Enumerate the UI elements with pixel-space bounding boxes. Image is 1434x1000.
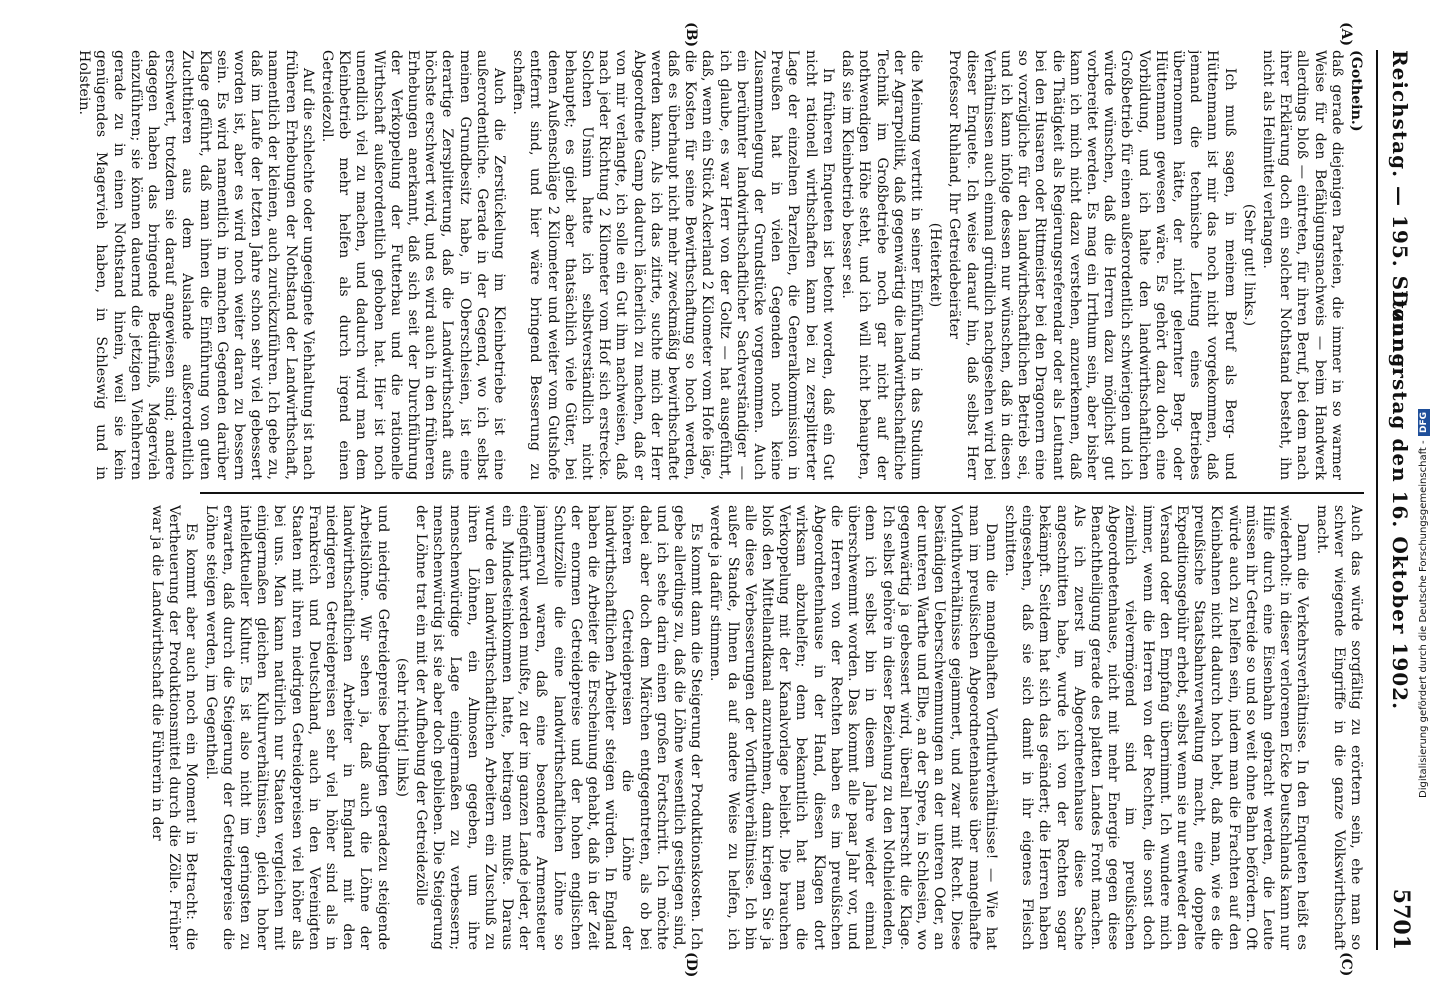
header-left: Reichstag. — 195. Sitzung. bbox=[1388, 50, 1412, 377]
credit-text: Digitalisierung gefördert durch die Deutsche Forschungsgemeinschaft - bbox=[1418, 440, 1429, 798]
page-header bbox=[1376, 50, 1418, 950]
interjection: (sehr richtig! links) bbox=[393, 657, 410, 798]
paragraph: Ich muß sagen, in meinem Beruf als Berg- und Hüttenmann ist mir das noch nicht vorgekommen, daß jemand die technische Leitung eines Betriebes übernommen hätte, der nicht gelernter Berg- oder Hüttenmann gewesen wäre. Es gehört dazu doch eine Vorbildung, und ich halte den landwirthschaftlichen Großbetrieb für einen außerordentlich schwierigen und ich würde wünschen, daß die Herren dazu möglichst gut vorbereitet werden. Es mag ein Irrthum sein, aber bisher kann ich mich nicht dazu verstehen, anzuerkennen, daß die Thätigkeit als Regierungsreferendar oder als Leutnant bei den Husaren oder Rittmeister bei den Dragonern eine so vorzügliche für den landwirthschaftlichen Betrieb sei, und ich kann infolge dessen nur wünschen, daß in diesen Verhältnissen auch einmal gründlich nachgesehen wird bei dieser Enquete. Ich weise darauf hin, daß selbst Herr Professor Ruhland, Ihr Getreidebeiräter bbox=[946, 50, 1238, 480]
margin-mark-c: (C) bbox=[1338, 952, 1354, 977]
text-columns bbox=[20, 50, 1364, 950]
interjection: (Sehr gut! links.) bbox=[1240, 203, 1257, 327]
paragraph: Es kommt dann die Steigerung der Produktionskosten. Ich gebe allerdings zu, daß die Löhne wesentlich gestiegen sind, und ich sehe darin einen großen Fortschritt. Ich möchte dabei aber doch dem Märchen entgegentreten, als ob bei höheren Getreidepreisen die Löhne der landwirthschaftlichen Arbeiter steigen würden. In England haben die Arbeiter die Erscheinung gehabt, daß in der Zeit der enormen Getreidepreise und der hohen englischen Schutzzölle die eine landwirthschaftlichen Löhne so jammervoll waren, daß eine besondere Armensteuer eingeführt werden mußte, zu der im ganzen Lande jeder, der ein Mindesteinkommen hatte, beitragen mußte. Daraus wurde den landwirthschaftlichen Arbeitern ein Zuschuß zu ihren Löhnen, ein Almosen gegeben, um ihre menschenwürdige Lage einigermaßen zu verbessern; menschenwürdig ist sie aber doch geblieben. Die Steigerung der Löhne trat ein mit der Aufhebung der Getreidezölle bbox=[413, 505, 705, 950]
paragraph: Es kommt aber auch noch ein Moment in Betracht: die Vertheuerung der Produktionsmittel durch die Zölle. Früher war ja die Landwirthschaft die Führerin in der bbox=[148, 505, 200, 950]
margin-mark-a: (A) bbox=[1338, 22, 1354, 47]
header-date: Donnerstag den 16. Oktober 1902. bbox=[1388, 289, 1412, 711]
paragraph: Dann die mangelhaften Vorfluthverhältnisse! — Wie hat man im preußischen Abgeordnetenhause über mangelhafte Vorfluthverhältnisse gejammert, und zwar mit Recht. Diese beständigen Ueberschwemmungen an der unteren Oder, an der unteren Warthe und Elbe, an der Spree, in Schlesien, wo gegenwärtig ja gebessert wird, überall herrscht die Klage. Ich selbst gehöre in dieser Beziehung zu den Nothleidenden, denn ich selbst bin in diesem Jahre wieder einmal überschwemmt worden. Das kommt alle paar Jahr vor, und die Herren von der Rechten haben es im preußischen Abgeordnetenhause in der Hand, diesen Klagen dort wirksam abzuhelfen; denn bekanntlich hat man die Verkoppelung mit der Kanalvorlage beliebt. Die brauchen bloß den Mittellandkanal anzunehmen, dann kriegen Sie ja alle diese Verbesserungen der Vorfluthverhältnisse. Ich bin außer Stande, Ihnen da auf andere Weise zu helfen, ich werde ja dafür stimmen. bbox=[707, 505, 999, 950]
right-column bbox=[20, 505, 1364, 950]
paragraph: daß gerade diejenigen Parteien, die immer in so warmer Weise für den Befähigungsnachweis — beim Handwerk allerdings bloß — eintreten, für ihren Beruf, bei dem nach ihrer Erklärung doch ein solcher Nothstand besteht, ihn nicht als Heilmittel verlangen. bbox=[1259, 50, 1345, 480]
speaker-label: (Gothein.) bbox=[1348, 50, 1364, 132]
paragraph: Auf die schlechte oder ungeeignete Viehhaltung ist nach früheren Erhebungen der Nothstand der Landwirthschaft, namentlich der kleinen, auch zurückzuführen. Ich gebe zu, daß im Laufe der letzten Jahre schon sehr viel gebessert worden ist, aber es wird noch weiter daran zu bessern sein. Es wird namentlich in manchen Gegenden darüber Klage geführt, daß man ihnen die Einführung von guten Zuchtthieren aus dem Auslande außerordentlich erschwert, trotzdem sie darauf angewiesen sind; andere dagegen haben das bringende Bedürfniß, Magervieh einzuführen; sie können dauernd die jetzigen Viehherren gerade zu in einen Nothstand hinein, weil sie kein genügendes Magervieh haben, in Schleswig und in Holstein. bbox=[76, 50, 316, 480]
credit-strip bbox=[1416, 8, 1434, 988]
paragraph: Auch die Zerstückelung im Kleinbetriebe ist eine außerordentliche. Gerade in der Gegend, wo ich selbst meinen Grundbesitz habe, in Oberschlesien, ist eine derartige Zersplitterung, daß die Landwirthschaft aufs höchste erschwert wird, und es wird auch in den früheren Erhebungen anerkannt, daß sich seit der Durchführung der Verkoppelung der Futterbau und die rationelle Wirthschaft außerordentlich gehoben hat. Hier ist noch unendlich viel zu machen, und dadurch wird man dem Kleinbetrieb mehr helfen als durch irgend einen Getreidezoll. bbox=[319, 50, 508, 480]
column-divider bbox=[200, 492, 1364, 494]
dfg-logo: DFG bbox=[1418, 409, 1430, 436]
paragraph: In früheren Enqueten ist betont worden, daß ein Gut nicht rationell wirthschaften kann bei zu zersplitterter Lage der einzelnen Parzellen, die Generalkommission in Preußen hat in vielen Gegenden noch keine Zusammenlegung der Grundstücke vorgenommen. Auch ein berühmter landwirthschaftlicher Sachverständiger — ich glaube, es war Herr von der Goltz — hat ausgeführt, daß, wenn ein Stück Ackerland 2 Kilometer vom Hofe läge, die Kosten für seine Bewirthschaftung so hoch werden, daß es überhaupt nicht mehr zweckmäßig bewirthschaftet werden kann. Als ich das zitirte, suchte mich der Herr Abgeordnete Gamp dadurch lächerlich zu machen, daß er von mir verlangte, ich solle ein Gut ihm nachweisen, daß nach jeder Richtung 2 Kilometer vom Hof sich erstrecke. Solchen Unsinn hatte ich selbstverständlich nicht behauptet; es giebt aber thatsächlich viele Güter, bei denen Außenschläge 2 Kilometer und weiter vom Gutshofe entfernt sind, und hier wäre bringend Besserung zu schaffen. bbox=[510, 50, 836, 480]
paragraph: Dann die Verkehrsverhältnisse. In den Enqueten heißt es wiederholt: in dieser verlorenen Ecke Deutschlands kann nur Hilfe durch eine Eisenbahn gebracht werden, die Leute müssen ihr Getreide so und so weit ohne Bahn befördern. Oft würde auch zu helfen sein, indem man die Frachten auf den Kleinbahnen nicht dadurch hoch hebt, daß man, wie es die preußische Staatsbahnverwaltung macht, eine doppelte Expeditionsgebühr erhebt, selbst wenn sie nur entweder den Versand oder den Empfang übernimmt. Ich wundere mich immer, wenn die Herren von der Rechten, die sonst doch ziemlich vielvermögend sind im preußischen Abgeordnetenhause, nicht mit mehr Energie gegen diese Benachtheiligung gerade des platten Landes Front machen. Als ich zuerst im Abgeordnetenhause diese Sache angeschnitten habe, wurde ich von der Rechten sogar bekämpft. Seitdem hat sich das geändert; die Herren haben eingesehen, daß sie sich damit in ihr eigenes Fleisch schnitten. bbox=[1001, 505, 1311, 950]
left-column bbox=[20, 50, 1364, 480]
margin-mark-d: (D) bbox=[683, 952, 699, 978]
paragraph: und niedrige Getreidepreise bedingten geradezu steigende Arbeitslöhne. Wir sehen ja, daß auch die Löhne der landwirthschaftlichen Arbeiter in England mit den niedrigeren Getreidepreisen sehr viel höher sind als in Frankreich und Deutschland, auch in den Vereinigten Staaten mit ihren niedrigen Getreidepreisen viel höher als bei uns. Man kann natürlich nur Staaten vergleichen mit einigermaßen gleichen Kulturverhältnissen, gleich hoher intellektueller Kultur. Es ist also nicht im geringsten zu erwarten, daß durch die Steigerung der Getreidepreise die Löhne steigen werden, im Gegentheil. bbox=[202, 505, 391, 950]
paragraph: die Meinung vertritt in seiner Einführung in das Studium der Agrarpolitik, daß gegenwärtig die landwirthschaftliche Technik im Großbetriebe noch gar nicht auf der nothwendigen Höhe steht, und ich will nicht behaupten, daß sie im Kleinbetrieb besser sei. bbox=[839, 50, 924, 480]
paragraph: Auch das würde sorgfältig zu erörtern sein, ehe man so schwer wiegende Eingriffe in die ganze Volkswirthschaft macht. bbox=[1313, 505, 1364, 950]
credit-rotator bbox=[1418, 198, 1432, 798]
page-number: 5701 bbox=[1388, 888, 1414, 950]
margin-mark-b: (B) bbox=[683, 22, 699, 48]
interjection: (Heiterkeit) bbox=[927, 222, 944, 308]
